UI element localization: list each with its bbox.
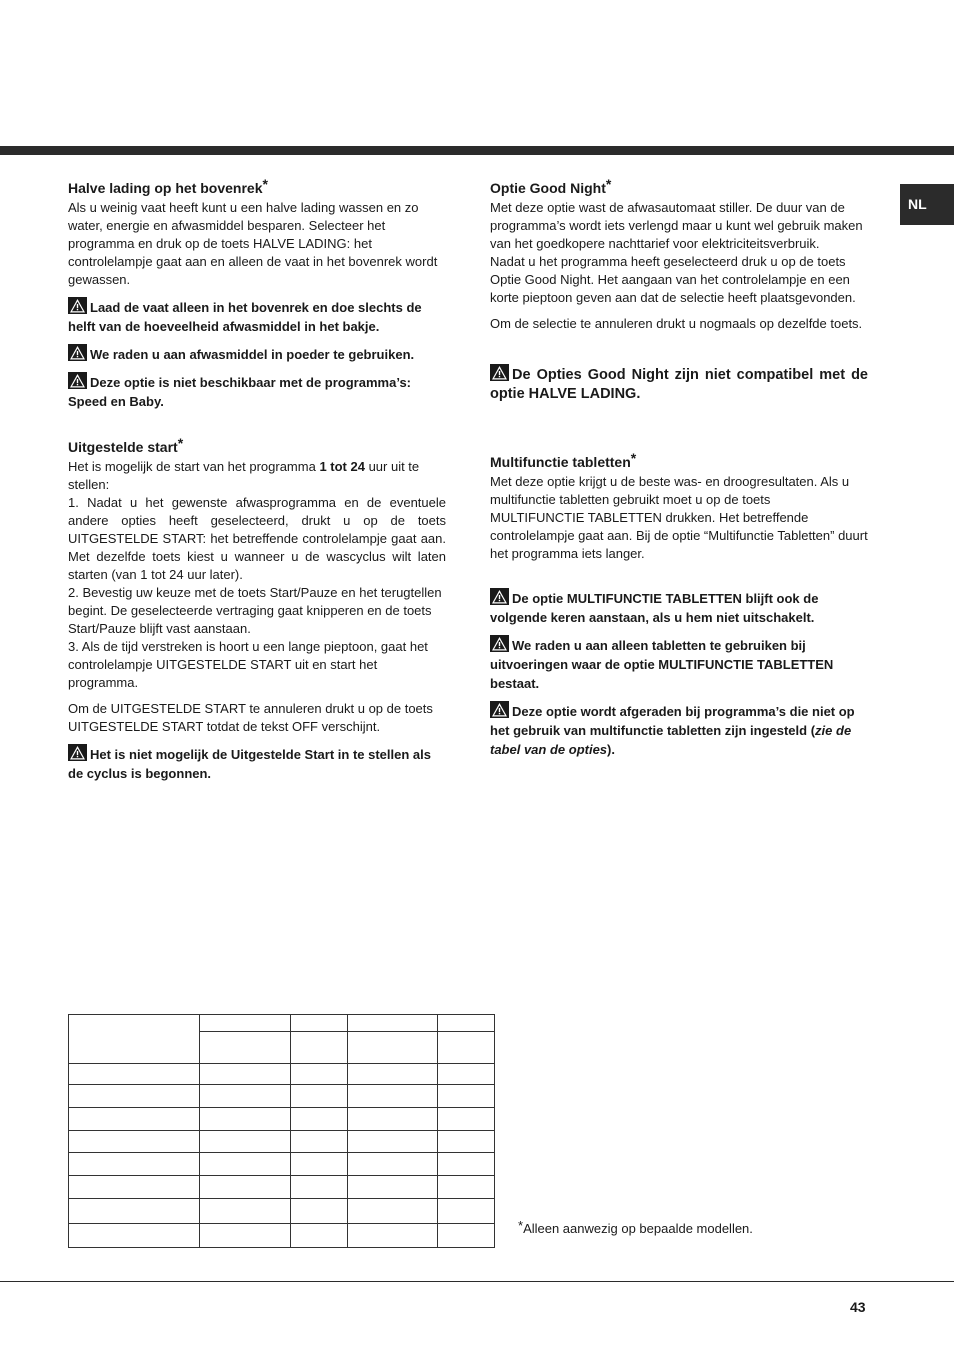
warning-triangle-icon [490, 364, 509, 381]
delayed-start-intro: Het is mogelijk de start van het programma 1 tot 24 uur uit te stellen: [68, 459, 420, 492]
table-cell [347, 1153, 437, 1176]
good-night-text: Nadat u het programma heeft geselecteerd druk u op de toets Optie Good Night. Het aangaan van het controlelampje en een korte pieptoon geven aan dat de selectie heeft plaatsgevonden. [490, 254, 856, 305]
table-cell [69, 1176, 200, 1199]
table-cell [290, 1153, 347, 1176]
table-row [69, 1064, 495, 1085]
half-load-text: Als u weinig vaat heeft kunt u een halve lading wassen en zo water, energie en afwasmiddel besparen. Selecteer het programma en druk op de toets HALVE LADING: het controlelampje gaat aan en alleen de vaat in het bovenrek wordt gewassen. [68, 200, 438, 287]
table-cell [200, 1108, 290, 1131]
warning-triangle-icon [490, 701, 509, 718]
section-title: Halve lading op het bovenrek* [68, 176, 268, 196]
table-row [69, 1131, 495, 1153]
table-cell [200, 1199, 290, 1224]
table-cell [437, 1199, 494, 1224]
warning-note: We raden u aan alleen tabletten te gebruiken bij uitvoeringen waar de optie MULTIFUNCTIE TABLETTEN bestaat. [490, 635, 868, 693]
table-cell [437, 1085, 494, 1108]
table-cell [290, 1085, 347, 1108]
right-column [490, 178, 868, 759]
table-cell [437, 1108, 494, 1131]
table-cell [69, 1064, 200, 1085]
table-cell [437, 1153, 494, 1176]
table-row [69, 1153, 495, 1176]
table-cell [200, 1015, 290, 1032]
table-cell [200, 1153, 290, 1176]
cancel-text: Om de UITGESTELDE START te annuleren drukt u op de toets UITGESTELDE START totdat de tekst OFF verschijnt. [68, 701, 433, 734]
table-cell [437, 1224, 494, 1248]
step-3: 3. Als de tijd verstreken is hoort u een lange pieptoon, gaat het controlelampje UITGESTELDE START uit en start het programma. [68, 639, 428, 690]
table-row [69, 1176, 495, 1199]
step-2: 2. Bevestig uw keuze met de toets Start/Pauze en het terugtellen begint. De geselecteerde vertraging gaat knipperen en de toets Start/Pauze blijft vast aanstaan. [68, 585, 442, 636]
table-cell [290, 1108, 347, 1131]
warning-triangle-icon [490, 635, 509, 652]
table-cell [347, 1176, 437, 1199]
table-row [69, 1085, 495, 1108]
table-cell [200, 1131, 290, 1153]
table-cell [69, 1131, 200, 1153]
table-cell [69, 1085, 200, 1108]
table-cell [69, 1015, 200, 1064]
table-cell [69, 1199, 200, 1224]
table-cell [347, 1131, 437, 1153]
warning-note: Laad de vaat alleen in het bovenrek en doe slechts de helft van de hoeveelheid afwasmiddel in het bakje. [68, 297, 446, 336]
section-title: Multifunctie tabletten* [490, 450, 637, 470]
table-row [69, 1199, 495, 1224]
good-night-section [490, 178, 868, 404]
table-row [69, 1015, 495, 1032]
table-cell [69, 1224, 200, 1248]
table-cell [200, 1224, 290, 1248]
tablets-section [490, 452, 868, 759]
table-cell [347, 1032, 437, 1064]
warning-triangle-icon [68, 372, 87, 389]
warning-triangle-icon [490, 588, 509, 605]
table-cell [347, 1224, 437, 1248]
page-number: 43 [850, 1299, 866, 1315]
table-cell [347, 1199, 437, 1224]
language-tab: NL [900, 184, 954, 225]
table-cell [290, 1015, 347, 1032]
warning-note: Deze optie wordt afgeraden bij programma’s die niet op het gebruik van multifunctie tabletten zijn ingesteld (zie de tabel van de opties). [490, 701, 868, 759]
table-cell [347, 1015, 437, 1032]
step-1: 1. Nadat u het gewenste afwasprogramma en de eventuele andere opties heeft geselecteerd, drukt u op de toets UITGESTELDE START: het betreffende controlelampje gaat aan. Met dezelfde toets kiest u wanneer u de wascyclus wilt laten starten (van 1 tot 24 uur later). [68, 495, 446, 582]
table-cell [437, 1032, 494, 1064]
table-cell [437, 1176, 494, 1199]
table-cell [290, 1064, 347, 1085]
table-cell [200, 1176, 290, 1199]
half-load-section [68, 178, 446, 411]
table-cell [69, 1108, 200, 1131]
table-cell [290, 1131, 347, 1153]
footnote: *Alleen aanwezig op bepaalde modellen. [518, 1218, 753, 1236]
header-bar [0, 146, 954, 155]
warning-note: We raden u aan afwasmiddel in poeder te gebruiken. [68, 344, 446, 364]
table-cell [290, 1224, 347, 1248]
table-row [69, 1108, 495, 1131]
table-cell [290, 1199, 347, 1224]
warning-triangle-icon [68, 744, 87, 761]
tablets-text: Met deze optie krijgt u de beste was- en droogresultaten. Als u multifunctie tabletten gebruikt moet u op de toets MULTIFUNCTIE TABLETTEN drukken. Het betreffende controlelampje gaat aan. Bij de optie “Multifunctie Tabletten” duurt het programma iets langer. [490, 474, 868, 561]
table-row [69, 1224, 495, 1248]
table-cell [347, 1085, 437, 1108]
good-night-text: Om de selectie te annuleren drukt u nogmaals op dezelfde toets. [490, 316, 863, 331]
warning-note: De optie MULTIFUNCTIE TABLETTEN blijft ook de volgende keren aanstaan, als u hem niet uitschakelt. [490, 588, 868, 627]
table-cell [437, 1064, 494, 1085]
delayed-start-section [68, 437, 446, 783]
warning-note: Deze optie is niet beschikbaar met de programma’s: Speed en Baby. [68, 372, 446, 411]
section-title: Uitgestelde start* [68, 435, 184, 455]
footer-rule [0, 1281, 954, 1282]
table-cell [437, 1131, 494, 1153]
warning-triangle-icon [68, 344, 87, 361]
table-cell [200, 1032, 290, 1064]
table-cell [200, 1085, 290, 1108]
table-cell [290, 1176, 347, 1199]
table-cell [290, 1032, 347, 1064]
table-cell [347, 1064, 437, 1085]
warning-note: De Opties Good Night zijn niet compatibel met de optie HALVE LADING. [490, 364, 868, 404]
table-cell [69, 1153, 200, 1176]
section-title: Optie Good Night* [490, 176, 612, 196]
good-night-text: Met deze optie wast de afwasautomaat stiller. De duur van de programma’s wordt iets verlengd maar u kunt wel gebruik maken van het goedkopere nachttarief voor elektriciteitsverbruik. [490, 200, 863, 251]
warning-triangle-icon [68, 297, 87, 314]
warning-note: Het is niet mogelijk de Uitgestelde Start in te stellen als de cyclus is begonnen. [68, 744, 446, 783]
options-table [68, 1014, 495, 1248]
table-cell [347, 1108, 437, 1131]
table-cell [437, 1015, 494, 1032]
table-cell [200, 1064, 290, 1085]
left-column [68, 178, 446, 783]
